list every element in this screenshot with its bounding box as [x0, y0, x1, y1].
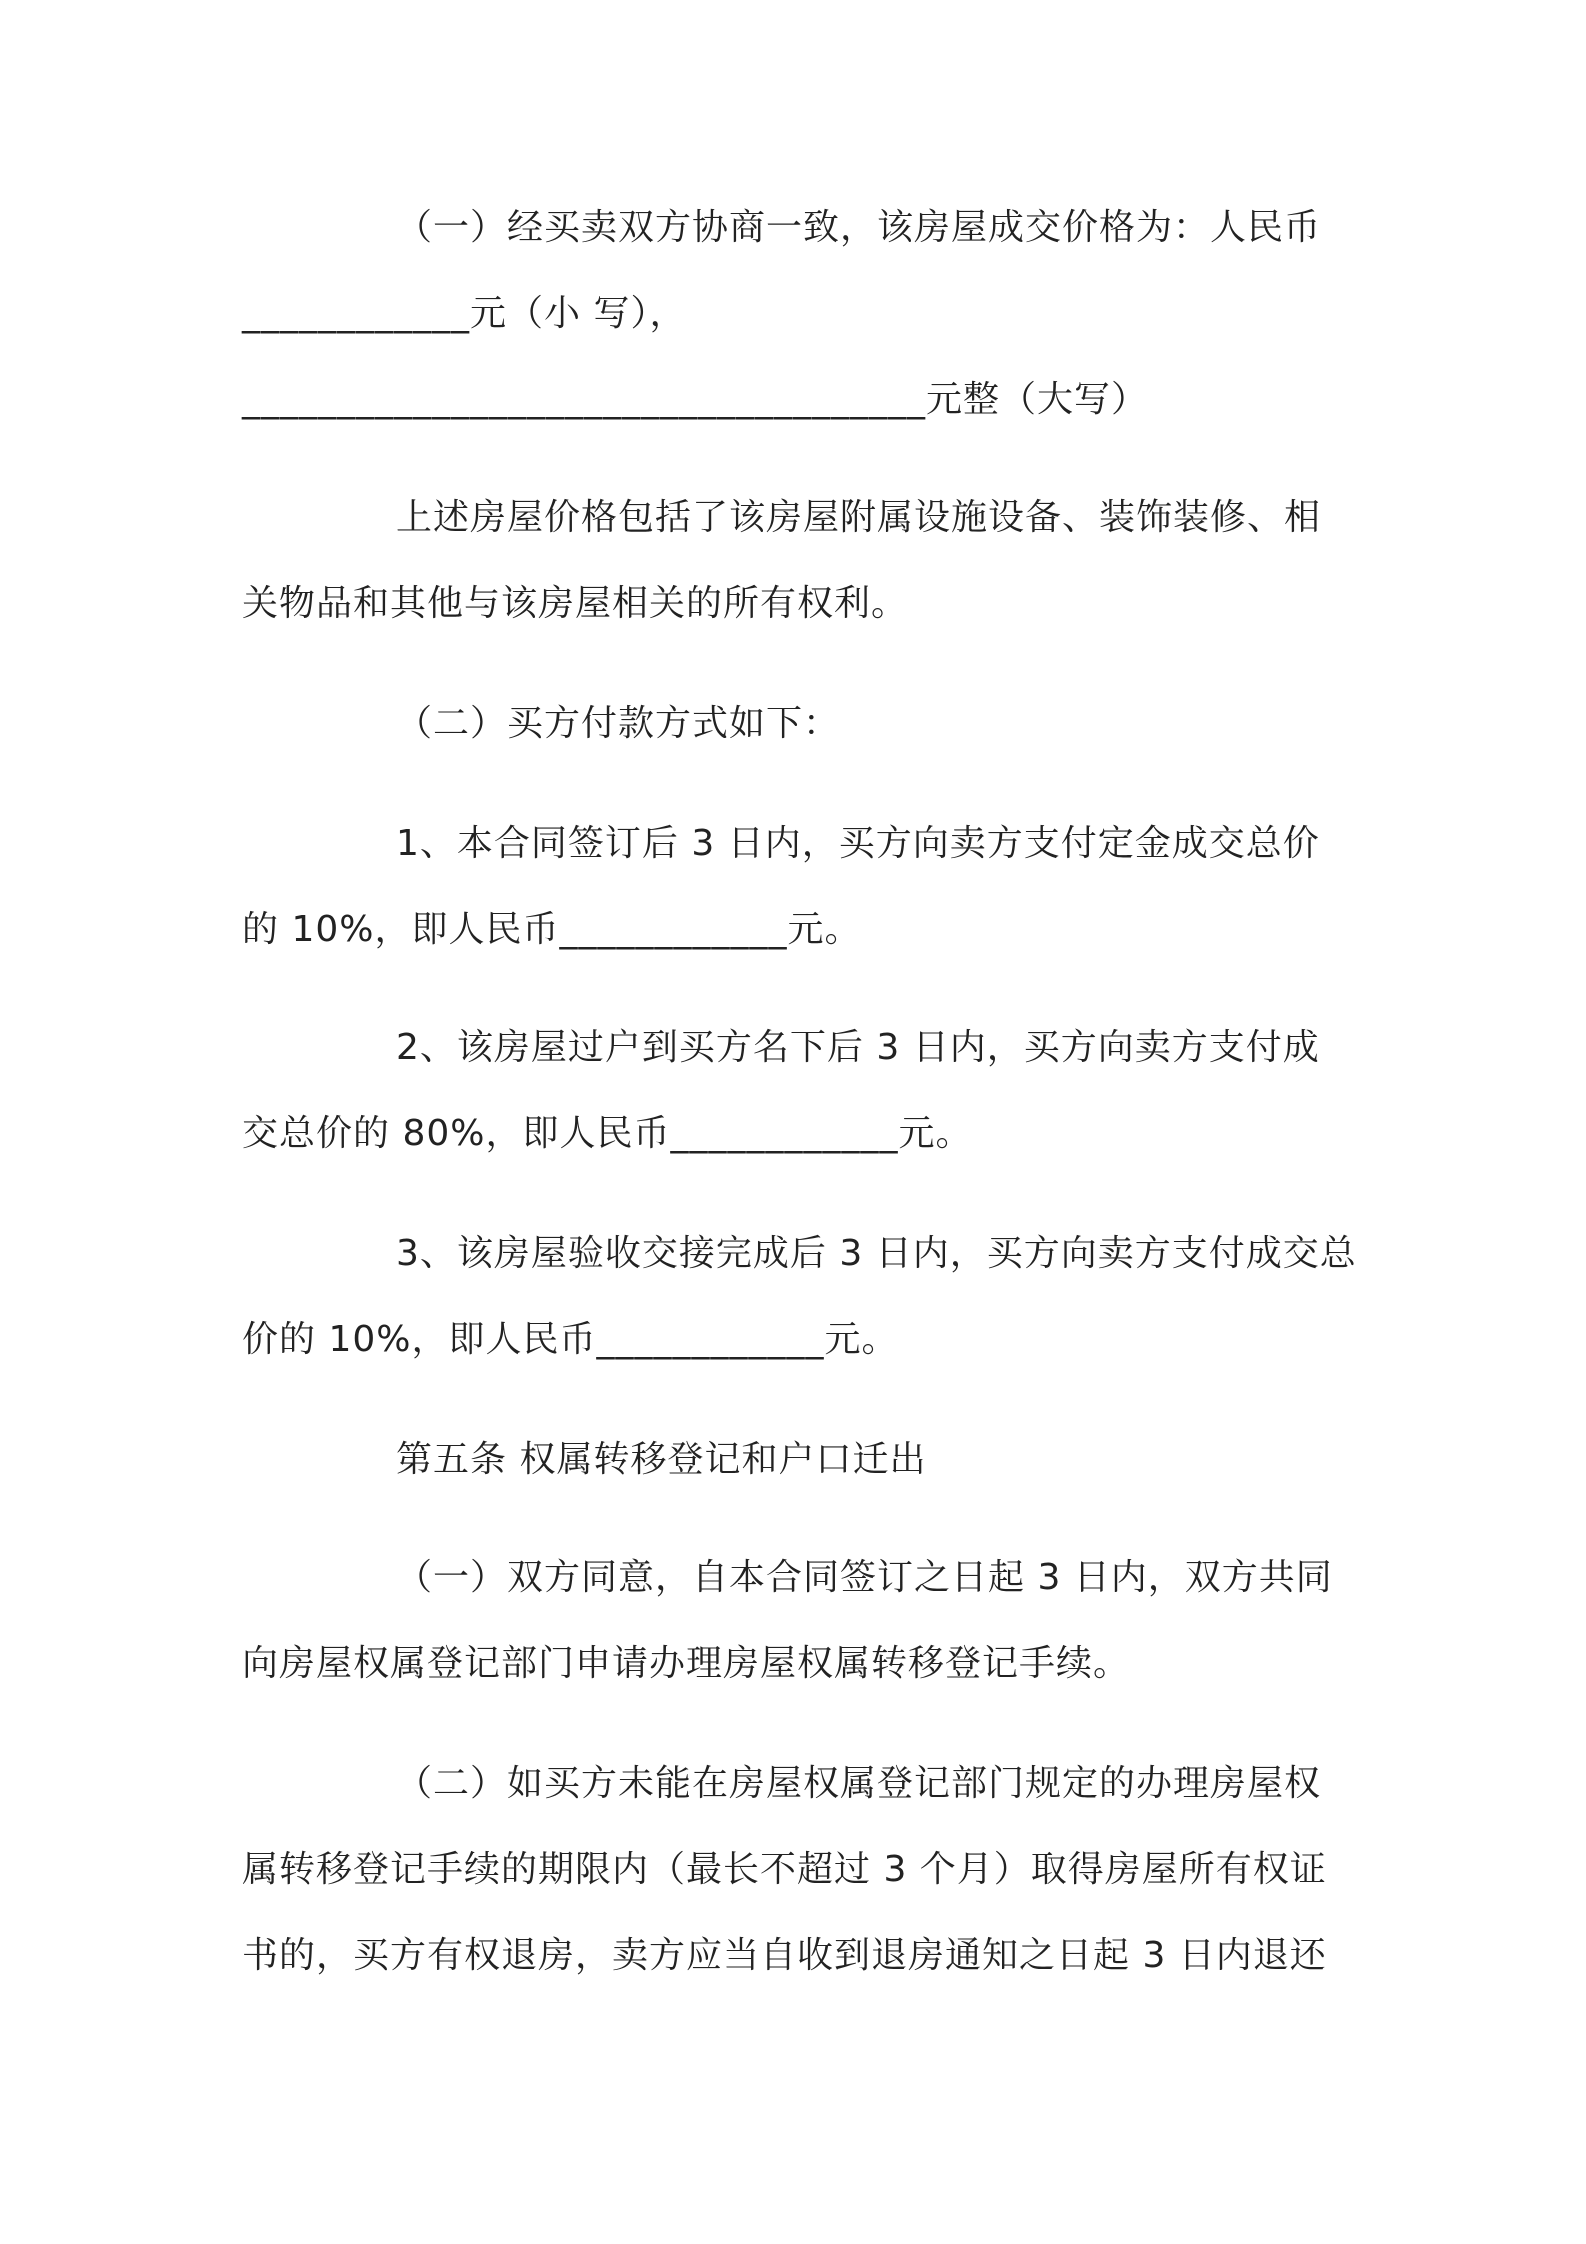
payment-item-3-line-2: 价的 10%，即人民币____________元。 — [242, 1319, 899, 1360]
price-uppercase-amount: ____________________________________元整（大写） — [242, 379, 1149, 420]
price-scope-line-1: 上述房屋价格包括了该房屋附属设施设备、装饰装修、相 — [396, 497, 1322, 538]
price-clause-intro: （一）经买卖双方协商一致，该房屋成交价格为：人民币 — [396, 207, 1322, 248]
article-5-clause-1-line-1: （一）双方同意，自本合同签订之日起 3 日内，双方共同 — [396, 1557, 1333, 1598]
article-5-clause-2-line-2: 属转移登记手续的期限内（最长不超过 3 个月）取得房屋所有权证 — [242, 1849, 1327, 1890]
price-lowercase-amount: ____________元（小 写）， — [242, 293, 687, 334]
payment-item-2-line-2: 交总价的 80%，即人民币____________元。 — [242, 1113, 973, 1154]
article-5-clause-2-line-3: 书的，买方有权退房，卖方应当自收到退房通知之日起 3 日内退还 — [242, 1935, 1327, 1976]
article-5-title: 第五条 权属转移登记和户口迁出 — [396, 1439, 927, 1480]
payment-item-3-line-1: 3、该房屋验收交接完成后 3 日内，买方向卖方支付成交总 — [396, 1233, 1357, 1274]
payment-item-1-line-1: 1、本合同签订后 3 日内，买方向卖方支付定金成交总价 — [396, 823, 1320, 864]
payment-item-2-line-1: 2、该房屋过户到买方名下后 3 日内，买方向卖方支付成 — [396, 1027, 1320, 1068]
article-5-clause-2-line-1: （二）如买方未能在房屋权属登记部门规定的办理房屋权 — [396, 1763, 1322, 1804]
payment-heading: （二）买方付款方式如下： — [396, 703, 841, 744]
article-5-clause-1-line-2: 向房屋权属登记部门申请办理房屋权属转移登记手续。 — [242, 1643, 1131, 1684]
payment-item-1-line-2: 的 10%，即人民币____________元。 — [242, 909, 862, 950]
price-scope-line-2: 关物品和其他与该房屋相关的所有权利。 — [242, 583, 909, 624]
